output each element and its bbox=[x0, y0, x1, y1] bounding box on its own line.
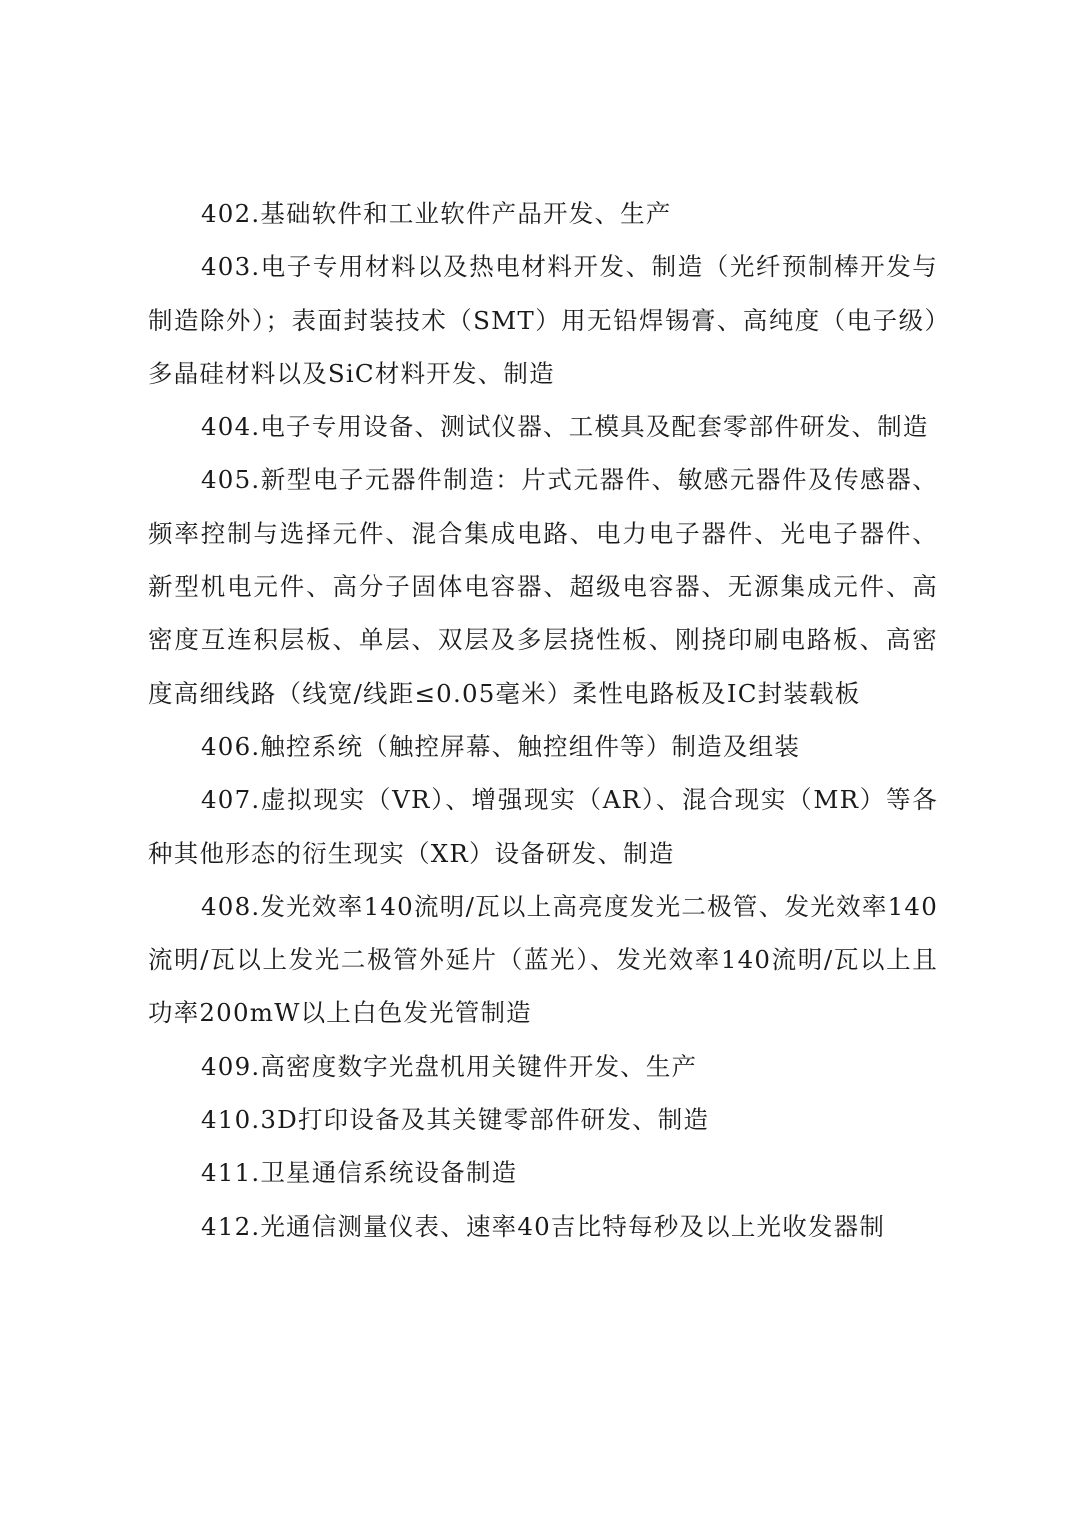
list-item-406: 406.触控系统（触控屏幕、触控组件等）制造及组装 bbox=[201, 731, 801, 761]
list-item-408: 408.发光效率140流明/瓦以上高亮度发光二极管、发光效率140流明/瓦以上发光二极管外延片（蓝光）、发光效率140流明/瓦以上且功率200mW以上白色发光管制造 bbox=[148, 891, 938, 1028]
list-item-409: 409.高密度数字光盘机用关键件开发、生产 bbox=[201, 1051, 698, 1081]
list-item-410: 410.3D打印设备及其关键零部件研发、制造 bbox=[201, 1105, 710, 1135]
list-item-412: 412.光通信测量仪表、速率40吉比特每秒及以上光收发器制 bbox=[201, 1211, 886, 1241]
list-item-411: 411.卫星通信系统设备制造 bbox=[201, 1158, 518, 1188]
list-item-407: 407.虚拟现实（VR）、增强现实（AR）、混合现实（MR）等各种其他形态的衍生现实（XR）设备研发、制造 bbox=[148, 785, 938, 868]
list-item-402: 402.基础软件和工业软件产品开发、生产 bbox=[201, 199, 672, 228]
list-item-404: 404.电子专用设备、测试仪器、工模具及配套零部件研发、制造 bbox=[201, 412, 929, 442]
list-item-403: 403.电子专用材料以及热电材料开发、制造（光纤预制棒开发与制造除外）；表面封装技术（SMT）用无铅焊锡膏、高纯度（电子级）多晶硅材料以及SiC材料开发、制造 bbox=[148, 252, 938, 388]
document-body bbox=[148, 187, 938, 1253]
list-item-405: 405.新型电子元器件制造：片式元器件、敏感元器件及传感器、频率控制与选择元件、混合集成电路、电力电子器件、光电子器件、新型机电元件、高分子固体电容器、超级电容器、无源集成元件、高密度互连积层板、单层、双层及多层挠性板、刚挠印刷电路板、高密度高细线路（线宽/线距≤0.05毫米）柔性电路板及IC封装载板 bbox=[148, 465, 938, 708]
